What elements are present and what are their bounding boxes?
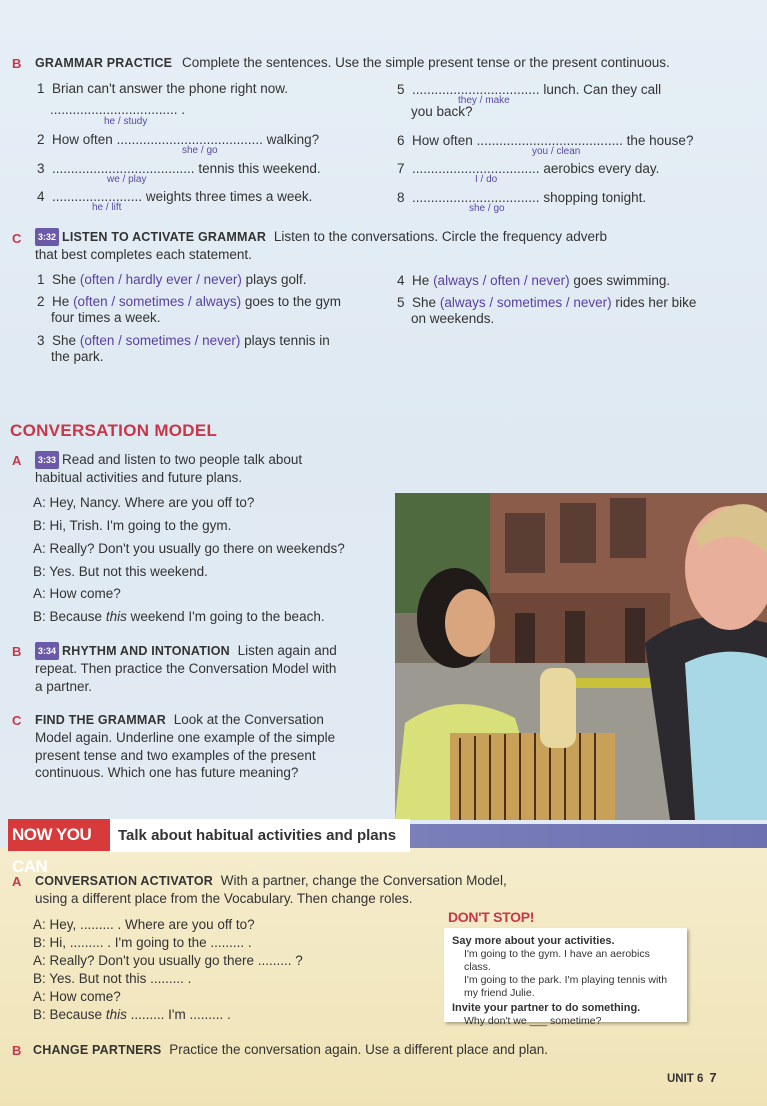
item-text: tennis this weekend. [198,161,321,176]
line-text: Hey, Nancy. Where are you off to? [49,495,255,510]
nyc-b-letter [12,1042,21,1060]
item-text: goes swimming. [573,273,671,288]
speaker: B: [33,935,46,950]
conv-line-3 [33,540,345,558]
grammar-practice-instruction-line [35,54,670,72]
grammar-item-2 [37,131,319,149]
grammar-practice-header [12,55,21,73]
line-text: Because [49,609,103,624]
line-text: Because [49,1007,103,1022]
item-text: She [52,272,77,287]
page-footer [667,1070,717,1085]
answer-blank[interactable]: ....................................... [116,132,263,147]
item-number: 6 [397,133,405,148]
adverb-options[interactable]: (always / sometimes / never) [439,295,612,310]
nyc-line-4 [33,970,191,988]
item-text: plays golf. [245,272,307,287]
line-text: Yes. But not this weekend. [49,564,208,579]
grammar-hint-5: they / make [458,95,510,106]
conv-b-text-1 [35,642,337,660]
conv-c-letter [12,712,21,730]
item-number: 4 [397,273,405,288]
conv-c-text-3: present tense and two examples of the present [35,748,316,763]
nyc-line-5 [33,988,121,1006]
item-text: lunch. Can they call [543,82,662,97]
instruction: Practice the conversation again. Use a different place and plan. [169,1042,548,1057]
conv-line-2 [33,517,231,535]
item-number: 1 [37,272,45,287]
item-text: How often [412,133,473,148]
conv-b-text-2: repeat. Then practice the Conversation Model with [35,661,337,676]
speaker: A: [33,953,46,968]
dont-stop-line-3: my friend Julie. [464,987,535,999]
dont-stop-heading-1: Say more about your activities. [452,935,615,947]
answer-blank[interactable]: ........................ [52,189,143,204]
speaker: B: [33,971,46,986]
section-letter: B [12,644,22,659]
instruction: Look at the Conversation [173,712,324,727]
conv-line-5 [33,585,121,603]
conv-line-4 [33,563,208,581]
speaker: A: [33,541,46,556]
line-emphasis: this [105,1007,127,1022]
page-number: 7 [709,1070,717,1085]
adverb-options[interactable]: (often / hardly ever / never) [79,272,242,287]
nyc-a-text-2: using a different place from the Vocabulary. Then change roles. [35,891,413,906]
instruction: Read and listen to two people talk about [62,452,303,467]
now-you-can-badge: NOW YOU CAN [8,819,112,851]
item-text: aerobics every day. [543,161,660,176]
listen-instruction-line-1 [35,228,607,246]
nyc-b-text [33,1041,548,1059]
line-emphasis: this [105,609,127,624]
item-text: He [412,273,430,288]
grammar-item-3 [37,160,321,178]
item-text: the house? [626,133,694,148]
speaker: A: [33,989,46,1004]
line-text: Hi, Trish. I'm going to the gym. [49,518,232,533]
section-letter: B [12,56,22,71]
grammar-hint-8: she / go [469,203,505,214]
item-text: weights three times a week. [145,189,313,204]
unit-label: UNIT 6 [667,1073,704,1085]
item-number: 2 [37,132,45,147]
item-number: 7 [397,161,405,176]
listen-item-4 [397,272,670,290]
listen-item-2-cont: four times a week. [51,310,161,325]
item-text: He [52,294,70,309]
listen-item-3-cont: the park. [51,349,104,364]
answer-blank[interactable]: .................................. [412,161,540,176]
line-text: How come? [49,989,121,1004]
nyc-line-1 [33,916,255,934]
grammar-item-5-cont: you back? [411,104,473,119]
adverb-options[interactable]: (often / sometimes / never) [79,333,241,348]
item-number: 8 [397,190,405,205]
conv-a-text-2: habitual activities and future plans. [35,470,243,485]
speaker: B: [33,518,46,533]
conv-c-text-2: Model again. Underline one example of the simple [35,730,336,745]
listen-instruction-line-2: that best completes each statement. [35,247,252,262]
answer-blank[interactable]: ...................................... [52,161,195,176]
grammar-item-7 [397,160,659,178]
section-title: GRAMMAR PRACTICE [35,56,173,70]
item-text: How often [52,132,113,147]
conversation-photo [395,493,767,820]
section-title: RHYTHM AND INTONATION [62,644,230,658]
line-text: ......... I'm ......... . [130,1007,231,1022]
section-letter: C [12,231,22,246]
now-you-can-label: Talk about habitual activities and plans [110,819,410,852]
item-text: walking? [266,132,320,147]
grammar-hint-1: he / study [104,116,148,127]
section-title: CONVERSATION ACTIVATOR [35,874,214,888]
section-letter: B [12,1043,22,1058]
conv-b-text-3: a partner. [35,679,93,694]
answer-blank[interactable]: .................................. [412,190,540,205]
section-letter: A [12,453,22,468]
conv-c-text-1 [35,711,324,729]
speaker: A: [33,495,46,510]
conv-a-letter [12,452,21,470]
item-number: 3 [37,333,45,348]
item-text: shopping tonight. [543,190,647,205]
grammar-hint-6: you / clean [532,146,581,157]
dont-stop-box [444,928,687,1027]
line-text: How come? [49,586,121,601]
audio-track-icon[interactable]: 3:34 [35,642,59,660]
instruction: With a partner, change the Conversation Model, [220,873,507,888]
instruction: Listen to the conversations. Circle the frequency adverb [273,229,608,244]
item-number: 3 [37,161,45,176]
conversation-model-heading: CONVERSATION MODEL [10,421,218,440]
item-text: Brian can't answer the phone right now. [52,81,289,96]
nyc-a-letter [12,873,21,891]
dont-stop-line-1: I'm going to the gym. I have an aerobics class. [464,948,650,973]
speaker: B: [33,609,46,624]
speaker: A: [33,917,46,932]
instruction: Listen again and [237,643,337,658]
line-text: Really? Don't you usually go there ......... ? [49,953,303,968]
conv-a-text-1 [35,451,302,469]
dont-stop-line-4: Why don't we ___ sometime? [464,1015,602,1027]
adverb-options[interactable]: (often / sometimes / always) [73,294,242,309]
line-text: Hi, ......... . I'm going to the ......... . [49,935,252,950]
line-text: Yes. But not this ......... . [49,971,192,986]
grammar-item-8 [397,189,646,207]
section-title: FIND THE GRAMMAR [35,713,166,727]
item-text: goes to the gym [244,294,341,309]
listen-item-1 [37,271,306,289]
item-number: 2 [37,294,45,309]
grammar-item-5 [397,81,661,99]
dont-stop-line-2: I'm going to the park. I'm playing tennis with [464,974,668,986]
conv-b-letter [12,643,21,661]
nyc-line-2 [33,934,252,952]
section-title: CHANGE PARTNERS [33,1043,162,1057]
speaker: A: [33,586,46,601]
dont-stop-heading-2: Invite your partner to do something. [452,1002,641,1014]
listen-item-5-cont: on weekends. [411,311,495,326]
answer-blank[interactable]: .................................. [50,102,178,117]
nyc-a-text-1 [35,872,507,890]
conv-line-1 [33,494,254,512]
audio-track-icon[interactable]: 3:33 [35,451,59,469]
listen-section-letter [12,230,21,248]
speaker: B: [33,564,46,579]
nyc-line-3 [33,952,303,970]
item-number: 1 [37,81,45,96]
item-number: 5 [397,82,405,97]
dont-stop-title: DON'T STOP! [448,909,535,925]
item-number: 4 [37,189,45,204]
section-letter: A [12,874,22,889]
grammar-hint-2: she / go [182,145,218,156]
item-number: 5 [397,295,405,310]
section-title: LISTEN TO ACTIVATE GRAMMAR [62,230,267,244]
grammar-hint-7: I / do [475,174,498,185]
answer-blank[interactable]: .................................. [412,82,540,97]
speaker: B: [33,1007,46,1022]
item-text: plays tennis in [244,333,330,348]
item-text: She [52,333,77,348]
item-text: She [412,295,437,310]
grammar-hint-4: he / lift [92,202,122,213]
answer-blank[interactable]: ....................................... [476,133,623,148]
grammar-item-1 [37,80,288,98]
conv-c-text-4: continuous. Which one has future meaning? [35,765,299,780]
audio-track-icon[interactable]: 3:32 [35,228,59,246]
line-text: weekend I'm going to the beach. [130,609,325,624]
instruction: Complete the sentences. Use the simple present tense or the present continuous. [182,55,670,70]
item-text: rides her bike [615,295,697,310]
grammar-hint-3: we / play [107,174,147,185]
section-letter: C [12,713,22,728]
item-text: . [181,102,186,117]
line-text: Really? Don't you usually go there on weekends? [49,541,345,556]
conv-line-6 [33,608,325,626]
line-text: Hey, ......... . Where are you off to? [49,917,255,932]
nyc-line-6 [33,1006,231,1024]
grammar-item-4 [37,188,312,206]
adverb-options[interactable]: (always / often / never) [433,273,570,288]
